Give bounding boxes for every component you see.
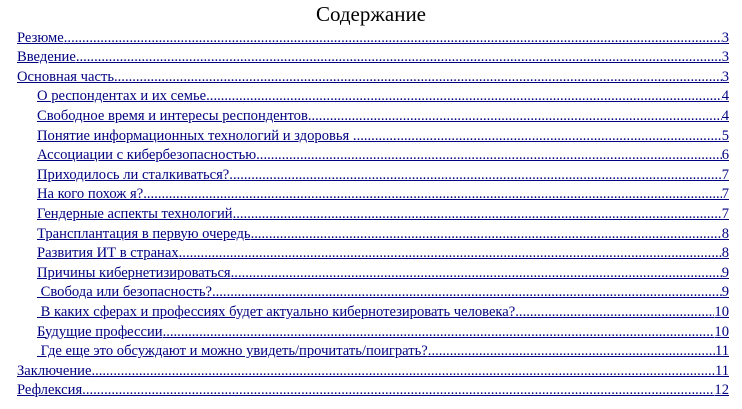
toc-dot-leader xyxy=(233,205,722,223)
toc-entry-reasons[interactable] xyxy=(0,262,742,282)
toc-dot-leader xyxy=(251,225,722,243)
toc-entry-spheres-professions[interactable] xyxy=(0,301,742,321)
toc-page-number: 4 xyxy=(721,88,729,105)
toc-dot-leader xyxy=(82,381,714,399)
toc-dot-leader xyxy=(179,244,722,262)
toc-page-number: 8 xyxy=(721,225,729,242)
toc-page-number: 3 xyxy=(721,29,729,46)
toc-entry-label: Основная часть xyxy=(17,68,114,85)
toc-entry-introduction[interactable] xyxy=(0,47,742,67)
toc-dot-leader xyxy=(229,166,721,184)
toc-dot-leader xyxy=(353,127,722,145)
toc-dot-leader xyxy=(64,29,722,47)
toc-dot-leader xyxy=(206,87,722,105)
toc-dot-leader xyxy=(428,342,715,360)
toc-dot-leader xyxy=(114,68,722,86)
toc-entry-respondents-family[interactable] xyxy=(0,86,742,106)
toc-title: Содержание xyxy=(315,2,427,26)
toc-entry-reflection[interactable] xyxy=(0,380,742,400)
toc-page-number: 5 xyxy=(721,127,729,144)
toc-entry-it-and-health[interactable] xyxy=(0,125,742,145)
toc-dot-leader xyxy=(76,48,722,66)
toc-entry-encountered[interactable] xyxy=(0,164,742,184)
toc-list xyxy=(0,27,742,399)
toc-entry-main-part[interactable] xyxy=(0,66,742,86)
toc-page-number: 7 xyxy=(721,205,729,222)
toc-entry-gender-aspects[interactable] xyxy=(0,203,742,223)
toc-page-number: 11 xyxy=(714,343,729,360)
toc-entry-label: Где еще это обсуждают и можно увидеть/прочитать/поиграть? xyxy=(37,343,428,360)
toc-page-number: 7 xyxy=(721,186,729,203)
toc-page-number: 3 xyxy=(721,68,729,85)
toc-entry-label: В каких сферах и профессиях будет актуально кибернотезировать человека? xyxy=(37,303,516,320)
toc-dot-leader xyxy=(163,323,715,341)
toc-entry-label: О респондентах и их семье xyxy=(37,88,207,105)
toc-page-number: 10 xyxy=(714,323,729,340)
toc-dot-leader xyxy=(256,146,722,164)
toc-entry-label: Свобода или безопасность? xyxy=(37,284,212,301)
toc-entry-freedom-or-security[interactable] xyxy=(0,282,742,302)
toc-entry-future-professions[interactable] xyxy=(0,321,742,341)
toc-entry-label: Свободное время и интересы респондентов xyxy=(37,107,308,124)
toc-entry-label: Приходилось ли сталкиваться? xyxy=(37,166,230,183)
toc-entry-label: Ассоциации с кибербезопасностью xyxy=(37,147,257,164)
toc-entry-label: На кого похож я? xyxy=(37,186,144,203)
toc-page-number: 8 xyxy=(721,245,729,262)
toc-page-number: 9 xyxy=(721,284,729,301)
toc-page-number: 11 xyxy=(714,362,729,379)
toc-dot-leader xyxy=(231,264,722,282)
toc-entry-label: Заключение xyxy=(17,362,92,379)
toc-entry-label: Резюме xyxy=(17,29,64,46)
toc-entry-label: Гендерные аспекты технологий xyxy=(37,205,233,222)
toc-dot-leader xyxy=(515,303,714,321)
toc-entry-label: Будущие профессии xyxy=(37,323,163,340)
toc-entry-it-development[interactable] xyxy=(0,243,742,263)
toc-page-number: 3 xyxy=(721,49,729,66)
toc-entry-cybersecurity-associations[interactable] xyxy=(0,145,742,165)
toc-entry-who-am-i-like[interactable] xyxy=(0,184,742,204)
toc-entry-label: Рефлексия xyxy=(17,382,83,399)
toc-dot-leader xyxy=(212,283,722,301)
toc-page-number: 6 xyxy=(721,147,729,164)
toc-entry-label: Причины кибернетизироваться xyxy=(37,264,231,281)
toc-entry-conclusion[interactable] xyxy=(0,360,742,380)
toc-entry-transplantation[interactable] xyxy=(0,223,742,243)
toc-dot-leader xyxy=(91,362,715,380)
toc-page-number: 7 xyxy=(721,166,729,183)
toc-page-number: 4 xyxy=(721,107,729,124)
toc-entry-label: Трансплантация в первую очередь xyxy=(37,225,251,242)
toc-page-number: 10 xyxy=(714,303,729,320)
toc-entry-where-discussed[interactable] xyxy=(0,341,742,361)
toc-page-number: 12 xyxy=(714,382,729,399)
toc-dot-leader xyxy=(308,107,722,125)
toc-entry-summary[interactable] xyxy=(0,27,742,47)
toc-entry-free-time[interactable] xyxy=(0,105,742,125)
toc-entry-label: Введение xyxy=(17,49,76,66)
toc-entry-label: Понятие информационных технологий и здоровья xyxy=(37,127,353,144)
toc-entry-label: Развития ИТ в странах xyxy=(37,245,179,262)
toc-dot-leader xyxy=(143,185,721,203)
toc-page-number: 9 xyxy=(721,264,729,281)
